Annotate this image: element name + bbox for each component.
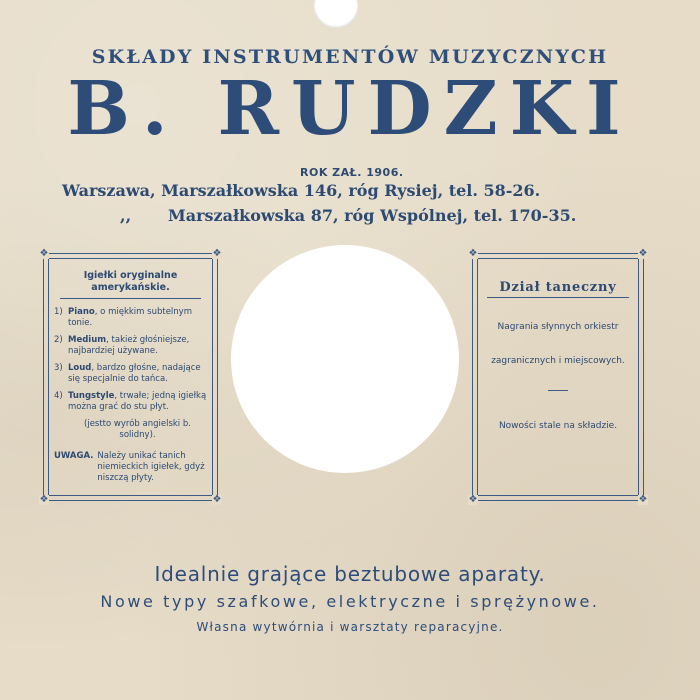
shop-name: B. RUDZKI xyxy=(67,66,633,152)
footer-line-1: Idealnie grające beztubowe aparaty. xyxy=(154,562,546,586)
dance-line-3: Nowości stale na składzie. xyxy=(498,421,618,431)
ditto-mark: ,, xyxy=(120,206,132,225)
ornament-icon: ❖ xyxy=(638,248,648,259)
ornament-icon: ❖ xyxy=(212,248,222,259)
ornament-icon: ❖ xyxy=(638,494,648,505)
address-line-1: Warszawa, Marszałkowska 146, róg Rysiej, tel. 58-26. xyxy=(62,181,541,200)
founded-year: ROK ZAŁ. 1906. xyxy=(300,166,404,179)
note-text: (jestto wyrób angielski b. solidny). xyxy=(84,419,191,441)
list-item: 1) Piano, o miękkim subtelnym tonie. xyxy=(54,306,192,328)
ornament-icon: ❖ xyxy=(39,494,49,505)
dance-line-2: zagranicznych i miejscowych. xyxy=(491,356,625,366)
list-item: 3) Loud, bardzo głośne, nadające się specjalnie do tańca. xyxy=(54,362,201,384)
ornament-icon: ❖ xyxy=(39,248,49,259)
warning-text: Należy unikać tanich niemieckich igiełek, gdyż niszczą płyty. xyxy=(97,451,205,484)
divider xyxy=(548,390,568,391)
list-item: 2) Medium, takież głośniejsze, najbardziej używane. xyxy=(54,334,190,356)
dance-line-1: Nagrania słynnych orkiestr xyxy=(497,322,619,332)
hang-hole xyxy=(314,0,358,28)
footer-line-2: Nowe typy szafkowe, elektryczne i sprężynowe. xyxy=(100,592,600,611)
ornament-icon: ❖ xyxy=(212,494,222,505)
list-item: 4) Tungstyle, trwałe; jedną igiełką można grać do stu płyt. xyxy=(54,390,207,413)
needles-title: Igiełki oryginalne amerykańskie. xyxy=(60,270,201,299)
needles-panel xyxy=(39,248,222,505)
warning xyxy=(54,451,207,484)
shop-subtitle: SKŁADY INSTRUMENTÓW MUZYCZNYCH xyxy=(91,46,609,68)
address-line-2: Marszałkowska 87, róg Wspólnej, tel. 170-35. xyxy=(168,206,577,225)
dance-title: Dział taneczny xyxy=(487,280,629,298)
label-hole xyxy=(231,245,459,473)
warning-label: UWAGA. xyxy=(54,451,94,462)
ornament-icon: ❖ xyxy=(468,248,478,259)
dance-panel xyxy=(468,248,648,505)
ornament-icon: ❖ xyxy=(468,494,478,505)
footer-line-3: Własna wytwórnia i warsztaty reparacyjne. xyxy=(196,620,504,634)
